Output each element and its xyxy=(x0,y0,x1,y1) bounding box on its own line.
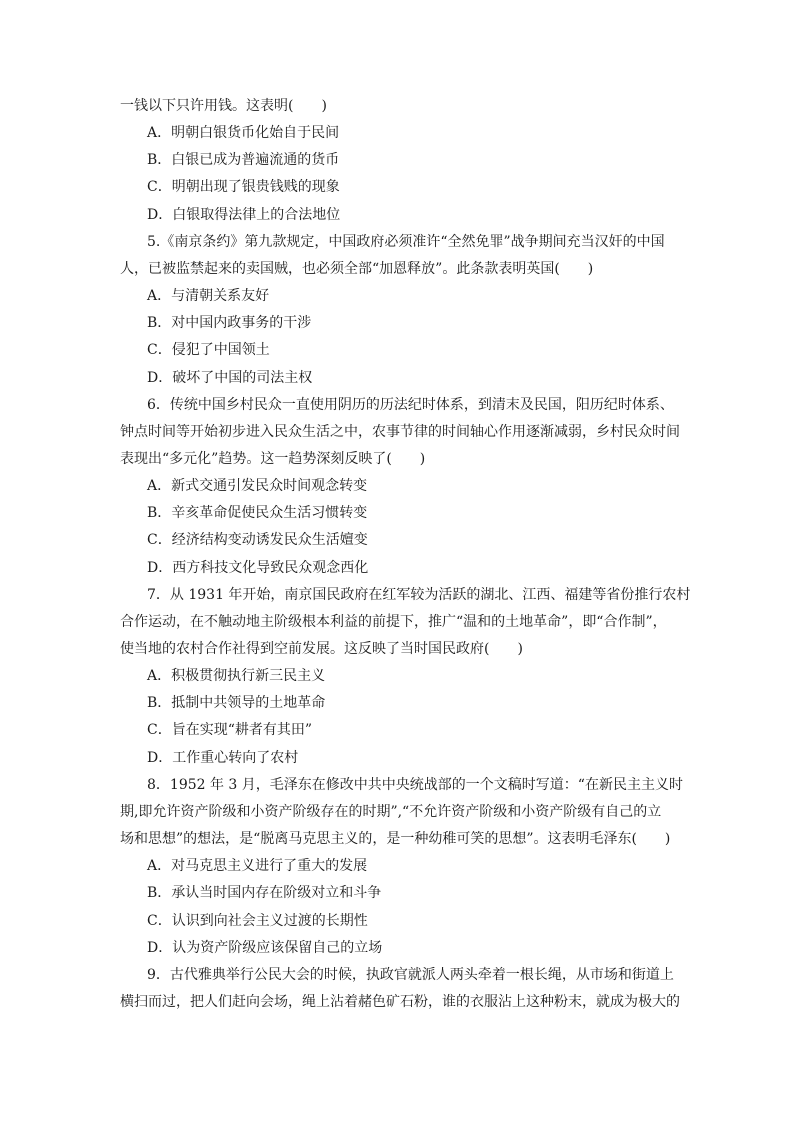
option-line: A．对马克思主义进行了重大的发展 xyxy=(147,858,368,875)
option-line: D．认为资产阶级应该保留自己的立场 xyxy=(147,939,383,956)
question-line: 5.《南京条约》第九款规定，中国政府必须准许“全然免罪”战争期间充当汉奸的中国 xyxy=(147,233,665,250)
option-line: D．西方科技文化导致民众观念西化 xyxy=(147,559,369,576)
option-line: D．工作重心转向了农村 xyxy=(147,749,299,766)
option-line: C．旨在实现“耕者有其田” xyxy=(147,722,313,739)
question-line: 8．1952 年 3 月，毛泽东在修改中共中央统战部的一个文稿时写道：“在新民主主义时 xyxy=(147,776,683,793)
option-line: B．承认当时国内存在阶级对立和斗争 xyxy=(147,885,382,902)
option-line: A．与清朝关系友好 xyxy=(147,288,270,304)
option-line: B．辛亥革命促使民众生活习惯转变 xyxy=(147,505,368,522)
option-line: C．认识到向社会主义过渡的长期性 xyxy=(147,912,368,929)
text-line: 场和思想”的想法，是“脱离马克思主义的，是一种幼稚可笑的思想”。这表明毛泽东( ) xyxy=(120,831,671,847)
question-line: 7．从 1931 年开始，南京国民政府在红军较为活跃的湖北、江西、福建等省份推行农村 xyxy=(147,586,691,603)
question-line: 6．传统中国乡村民众一直使用阴历的历法纪时体系，到清末及民国，阳历纪时体系、 xyxy=(147,396,674,413)
text-line: 钟点时间等开始初步进入民众生活之中，农事节律的时间轴心作用逐渐减弱，乡村民众时间 xyxy=(120,423,680,440)
option-line: D．破坏了中国的司法主权 xyxy=(147,369,313,386)
text-line: 期,即允许资产阶级和小资产阶级存在的时期”,“不允许资产阶级和小资产阶级有自己的立 xyxy=(120,803,662,820)
text-line: 人，已被监禁起来的卖国贼，也必须全部“加恩释放”。此条款表明英国( ) xyxy=(120,260,594,277)
option-line: D．白银取得法律上的合法地位 xyxy=(147,206,341,223)
question-line: 9．古代雅典举行公民大会的时候，执政官就派人两头牵着一根长绳，从市场和街道上 xyxy=(147,966,674,983)
option-line: A．明朝白银货币化始自于民间 xyxy=(147,125,340,142)
option-line: A．积极贯彻执行新三民主义 xyxy=(147,668,326,685)
option-line: C．明朝出现了银贵钱贱的现象 xyxy=(147,179,340,196)
option-line: B．白银已成为普遍流通的货币 xyxy=(147,152,340,169)
text-line: 合作运动，在不触动地主阶级根本利益的前提下，推广“温和的土地革命”，即“合作制”， xyxy=(120,613,667,630)
option-line: B．抵制中共领导的土地革命 xyxy=(147,695,326,712)
text-line: 一钱以下只许用钱。这表明( ) xyxy=(120,98,327,114)
option-line: B．对中国内政事务的干涉 xyxy=(147,315,312,332)
option-line: A．新式交通引发民众时间观念转变 xyxy=(147,478,368,495)
option-line: C．侵犯了中国领土 xyxy=(147,342,270,359)
text-line: 表现出“多元化”趋势。这一趋势深刻反映了( ) xyxy=(120,450,426,467)
text-line: 横扫而过，把人们赶向会场，绳上沾着赭色矿石粉，谁的衣服沾上这种粉末，就成为极大的 xyxy=(120,993,680,1010)
option-line: C．经济结构变动诱发民众生活嬗变 xyxy=(147,532,368,549)
text-line: 使当地的农村合作社得到空前发展。这反映了当时国民政府( ) xyxy=(120,641,523,657)
